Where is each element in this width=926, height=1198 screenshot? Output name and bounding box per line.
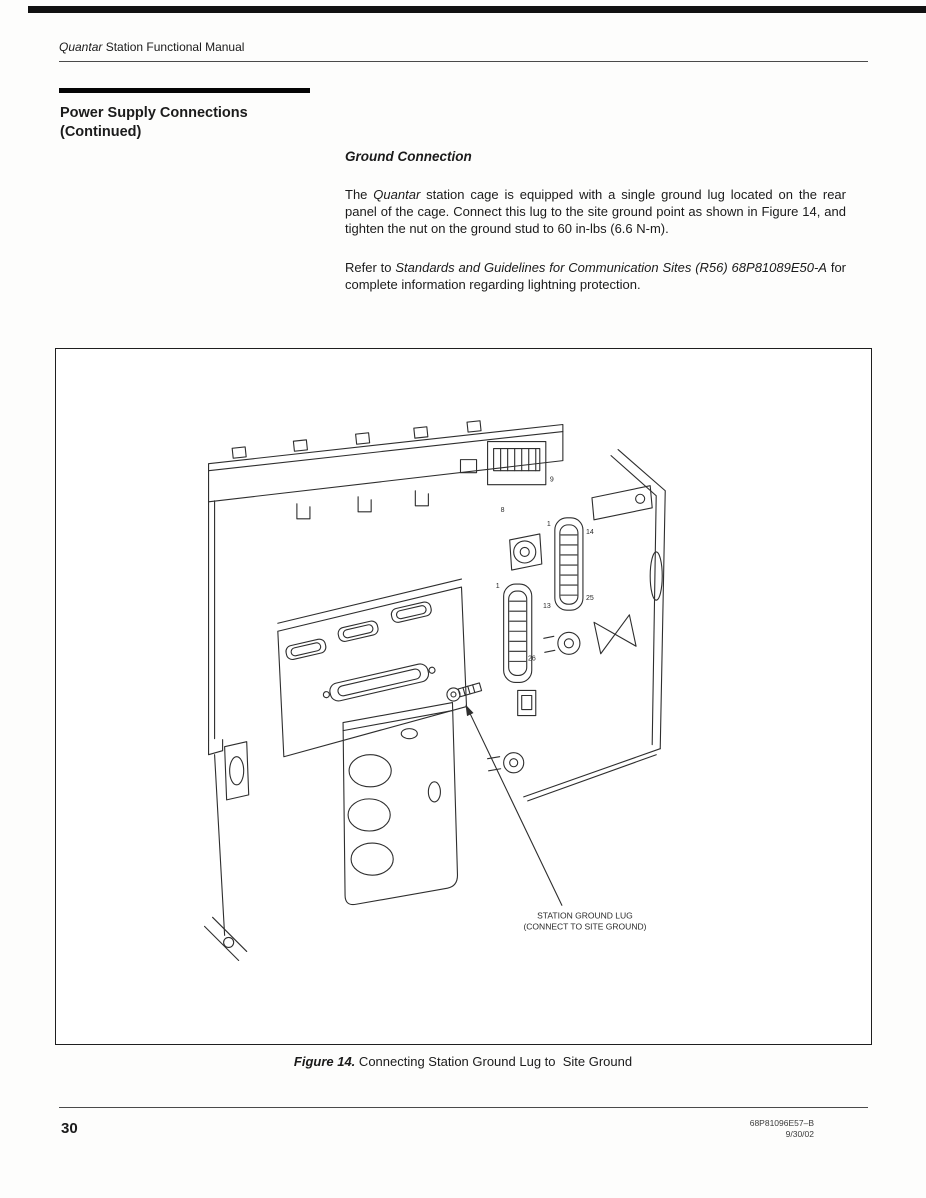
header-rule xyxy=(59,61,868,62)
callout-text-line1: STATION GROUND LUG xyxy=(537,910,633,921)
scan-artifact-bar xyxy=(28,6,926,13)
small-module xyxy=(518,690,536,715)
pin-label-25: 25 xyxy=(585,595,594,603)
footer-revision-date: 9/30/02 xyxy=(785,1129,814,1139)
paragraph-2-pre: Refer to xyxy=(345,259,396,275)
terminal-block xyxy=(460,442,545,485)
paragraph-1-post: station cage is equipped with a single ground lug located on the rear panel of the cage. Connect this lug to the site ground point as shown in Figure 14, and tighten the nut on the ground stud to 60 in-lbs (6.6 N-m). xyxy=(345,187,846,237)
content-column xyxy=(345,149,846,314)
running-header xyxy=(59,40,244,54)
callout-arrow xyxy=(466,705,562,906)
figure-14-frame xyxy=(55,348,872,1045)
dsub-small-1 xyxy=(285,638,327,661)
retaining-clip xyxy=(594,615,636,654)
manual-title-italic: Quantar xyxy=(59,40,103,54)
section-title-line1: Power Supply Connections xyxy=(60,105,248,121)
page-number: 30 xyxy=(61,1120,78,1137)
paragraph-1-pre: The xyxy=(345,187,374,202)
paragraph-1-italic: Quantar xyxy=(373,187,421,202)
section-title xyxy=(60,104,248,142)
dsub-small-3 xyxy=(390,601,432,624)
pin-label-9: 9 xyxy=(549,476,554,484)
top-rail xyxy=(209,421,563,519)
pin-label-26: 26 xyxy=(527,655,536,663)
bnc-connector-upper xyxy=(510,534,542,570)
figure-caption-text: Connecting Station Ground Lug to Site Ground xyxy=(355,1054,633,1069)
pin-label-1b: 1 xyxy=(495,583,500,591)
manual-title-rest: Station Functional Manual xyxy=(102,40,245,54)
dsub-connector-lower xyxy=(504,584,532,682)
footer-doc-number: 68P81096E57–B xyxy=(749,1118,814,1128)
pin-label-1a: 1 xyxy=(546,520,551,528)
footer-meta xyxy=(640,1118,814,1140)
mounting-bracket xyxy=(343,703,457,905)
section-title-line2: (Continued) xyxy=(60,124,142,140)
paragraph-2-post: for complete information regarding lightning protection. xyxy=(345,259,847,292)
paragraph-2 xyxy=(345,259,846,293)
io-subpanel xyxy=(278,579,467,757)
chassis-left-edge xyxy=(205,501,249,961)
paragraph-2-italic: Standards and Guidelines for Communication Sites (R56) 68P81089E50-A xyxy=(395,259,827,275)
pin-label-8: 8 xyxy=(500,506,505,514)
subsection-heading: Ground Connection xyxy=(345,149,472,164)
pin-label-13: 13 xyxy=(543,603,551,611)
rear-panel-illustration xyxy=(56,349,871,1044)
dsub-connector-upper xyxy=(555,518,583,610)
paragraph-1 xyxy=(345,186,846,238)
callout-text-line2: (CONNECT TO SITE GROUND) xyxy=(523,921,647,932)
bnc-connector-lower xyxy=(544,632,580,654)
ground-stud xyxy=(447,683,482,701)
db25-wide-connector xyxy=(321,661,437,704)
figure-caption-label: Figure 14. xyxy=(293,1054,356,1069)
figure-caption xyxy=(0,1054,926,1069)
footer-rule xyxy=(59,1107,868,1108)
dsub-small-2 xyxy=(337,620,379,643)
section-divider-bar xyxy=(59,88,310,93)
pin-label-14: 14 xyxy=(585,528,594,536)
